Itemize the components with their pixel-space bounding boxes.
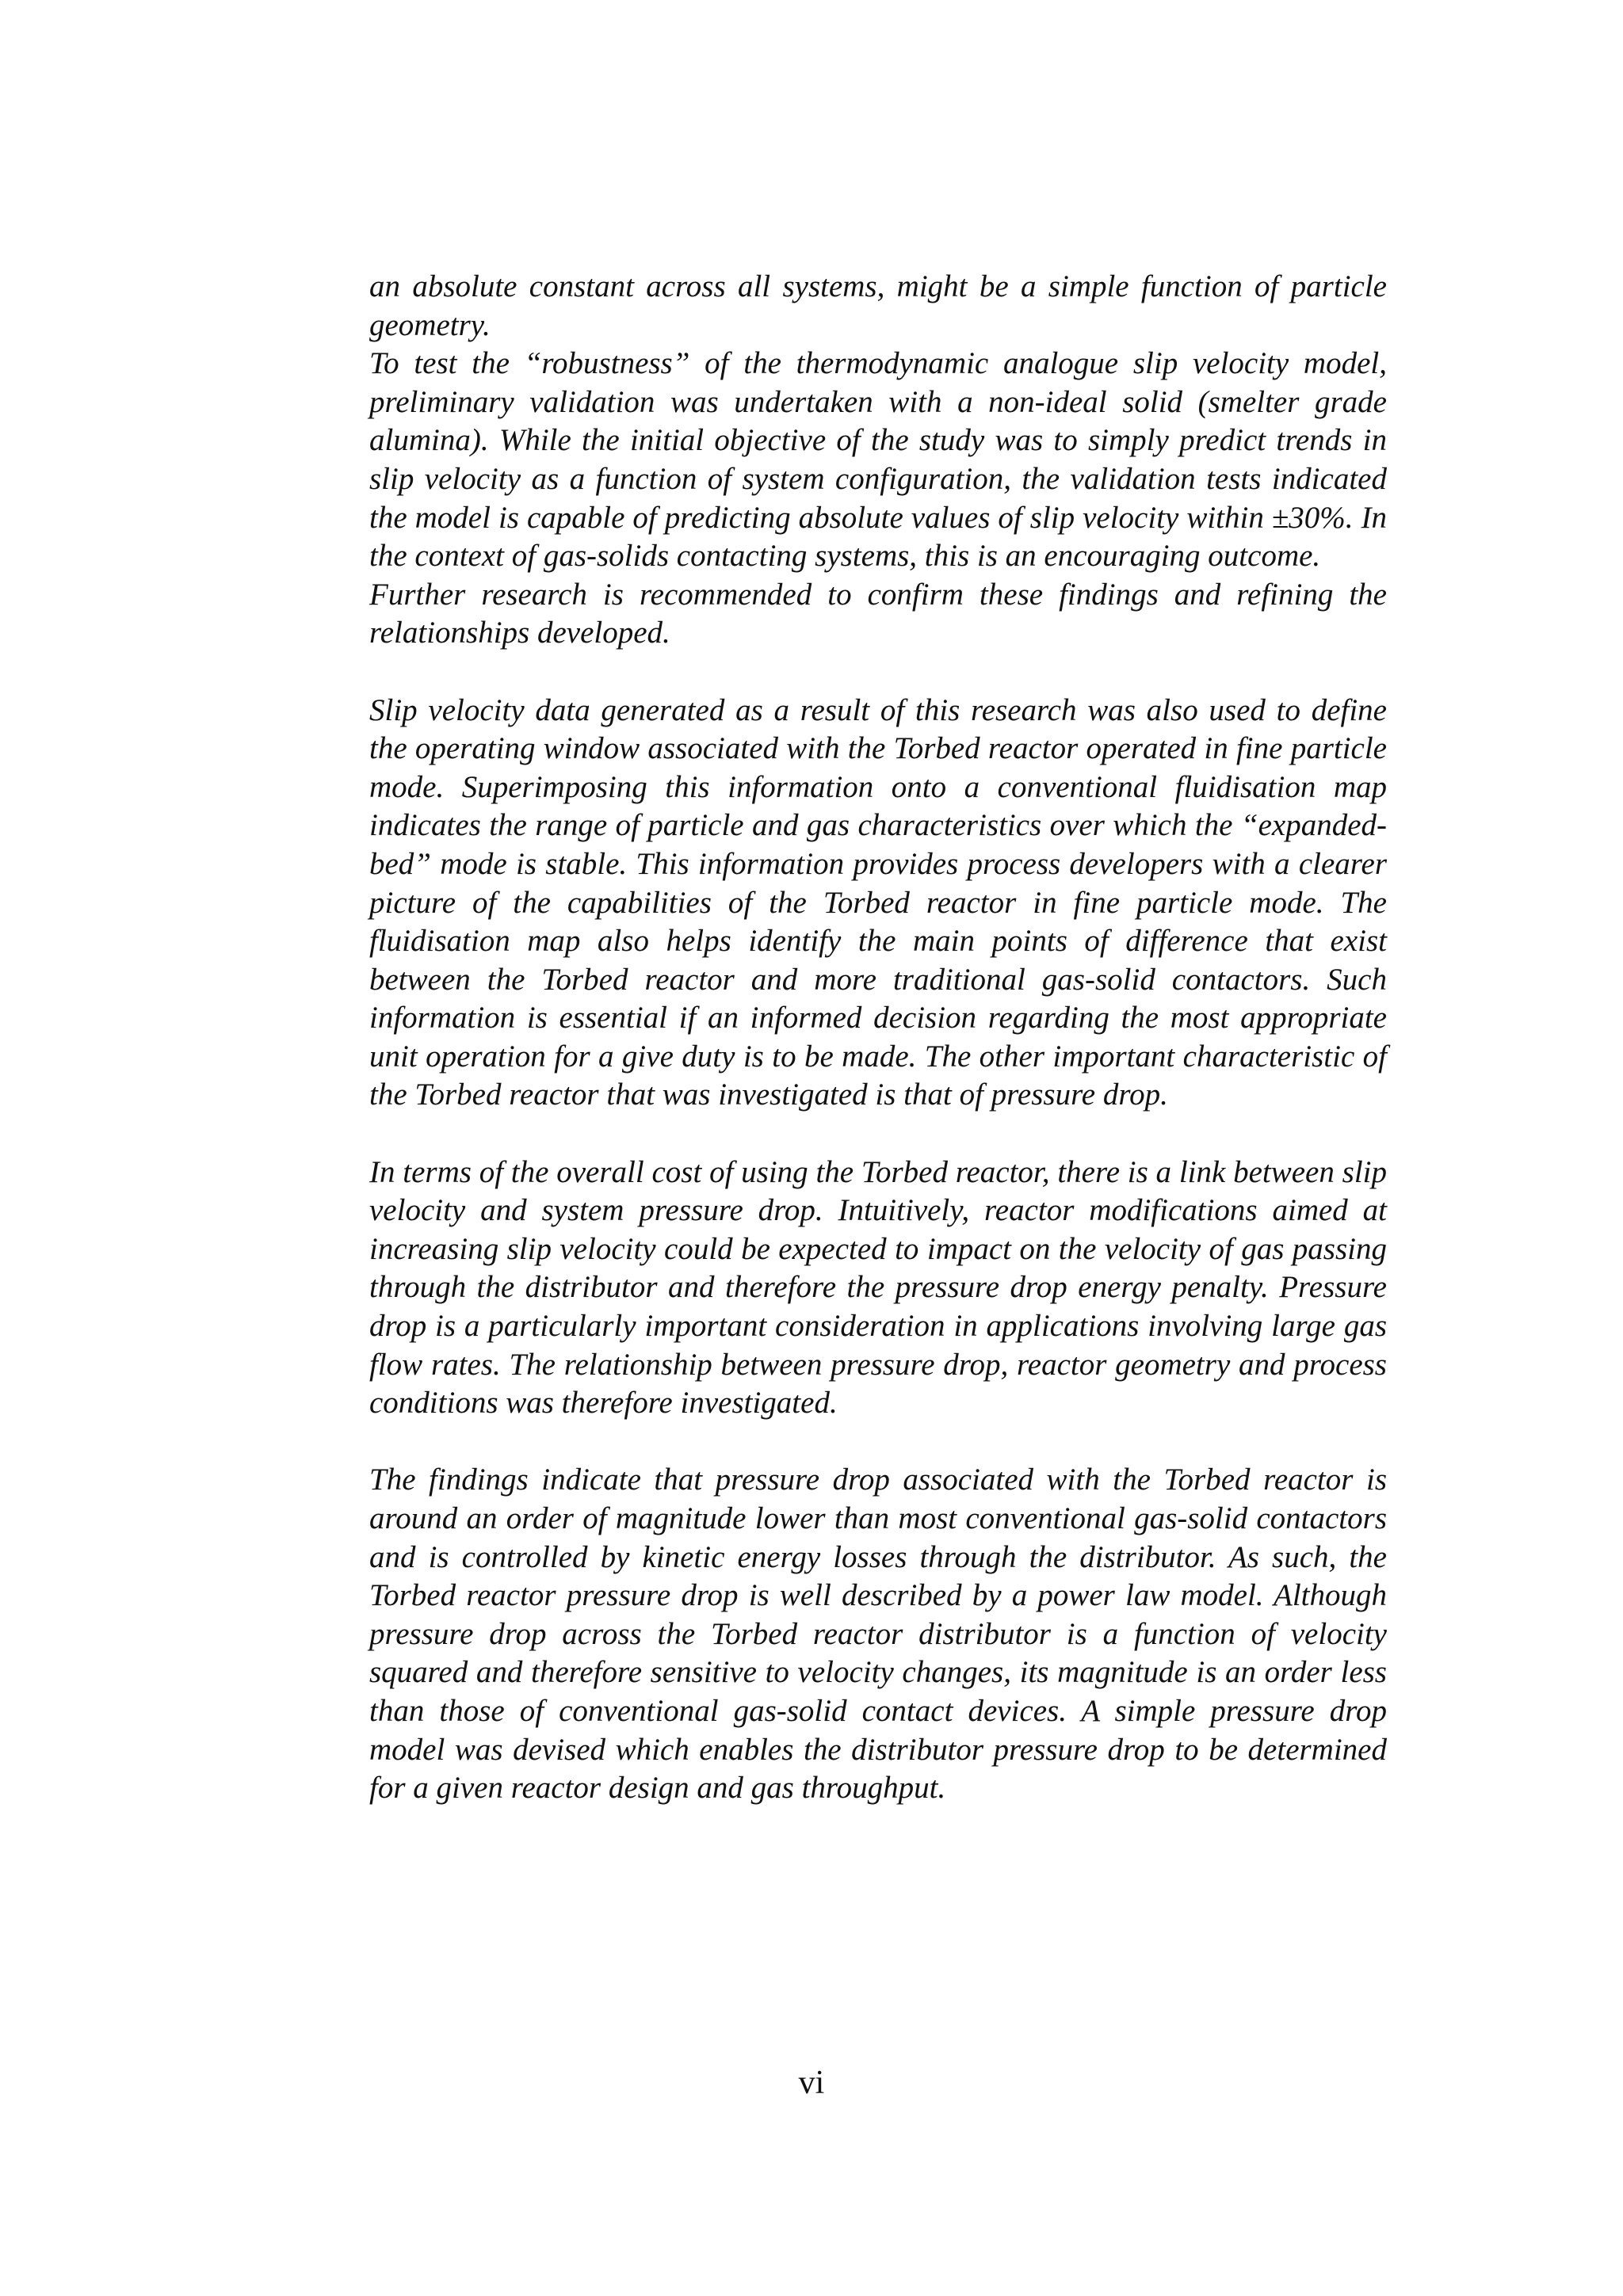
paragraph-spacer xyxy=(369,653,1387,692)
paragraph-overall-cost: In terms of the overall cost of using the Torbed reactor, there is a link between slip velocity and system pressure drop. Intuitively, reactor modifications aimed at increasing slip velocity could be expected to impact on the velocity of gas passing through the distributor and therefore the pressure drop energy penalty. Pressure drop is a particularly important consideration in applications involving large gas flow rates. The relationship between pressure drop, reactor geometry and process conditions was therefore investigated. xyxy=(369,1154,1387,1421)
paragraph-pressure-drop-findings: The findings indicate that pressure drop associated with the Torbed reactor is around an order of magnitude lower than most conventional gas-solid contactors and is controlled by kinetic energy losses through the distributor. As such, the Torbed reactor pressure drop is well described by a power law model. Although pressure drop across the Torbed reactor distributor is a function of velocity squared and therefore sensitive to velocity changes, its magnitude is an order less than those of conventional gas-solid contact devices. A simple pressure drop model was devised which enables the distributor pressure drop to be determined for a given reactor design and gas throughput. xyxy=(369,1463,1387,1806)
paragraph-spacer xyxy=(369,1423,1387,1462)
body-text xyxy=(369,268,1387,1808)
paragraph-further-research: Further research is recommended to confirm these findings and refining the relationships developed. xyxy=(369,577,1387,650)
page-number: vi xyxy=(798,2065,825,2101)
paragraph-continued: an absolute constant across all systems, might be a simple function of particle geometry. xyxy=(369,269,1387,342)
paragraph-robustness-validation: To test the “robustness” of the thermodynamic analogue slip velocity model, preliminary validation was undertaken with a non-ideal solid (smelter grade alumina). While the initial objective of the study was to simply predict trends in slip velocity as a function of system configuration, the validation tests indicated the model is capable of predicting absolute values of slip velocity within ±30%. In the context of gas-solids contacting systems, this is an encouraging outcome. xyxy=(369,346,1387,574)
paragraph-operating-window: Slip velocity data generated as a result of this research was also used to define the operating window associated with the Torbed reactor operated in fine particle mode. Superimposing this information onto a conventional fluidisation map indicates the range of particle and gas characteristics over which the “expanded-bed” mode is stable. This information provides process developers with a clearer picture of the capabilities of the Torbed reactor in fine particle mode. The fluidisation map also helps identify the main points of difference that exist between the Torbed reactor and more traditional gas-solid contactors. Such information is essential if an informed decision regarding the most appropriate unit operation for a give duty is to be made. The other important characteristic of the Torbed reactor that was investigated is that of pressure drop. xyxy=(369,692,1387,1112)
paragraph-spacer xyxy=(369,1115,1387,1154)
